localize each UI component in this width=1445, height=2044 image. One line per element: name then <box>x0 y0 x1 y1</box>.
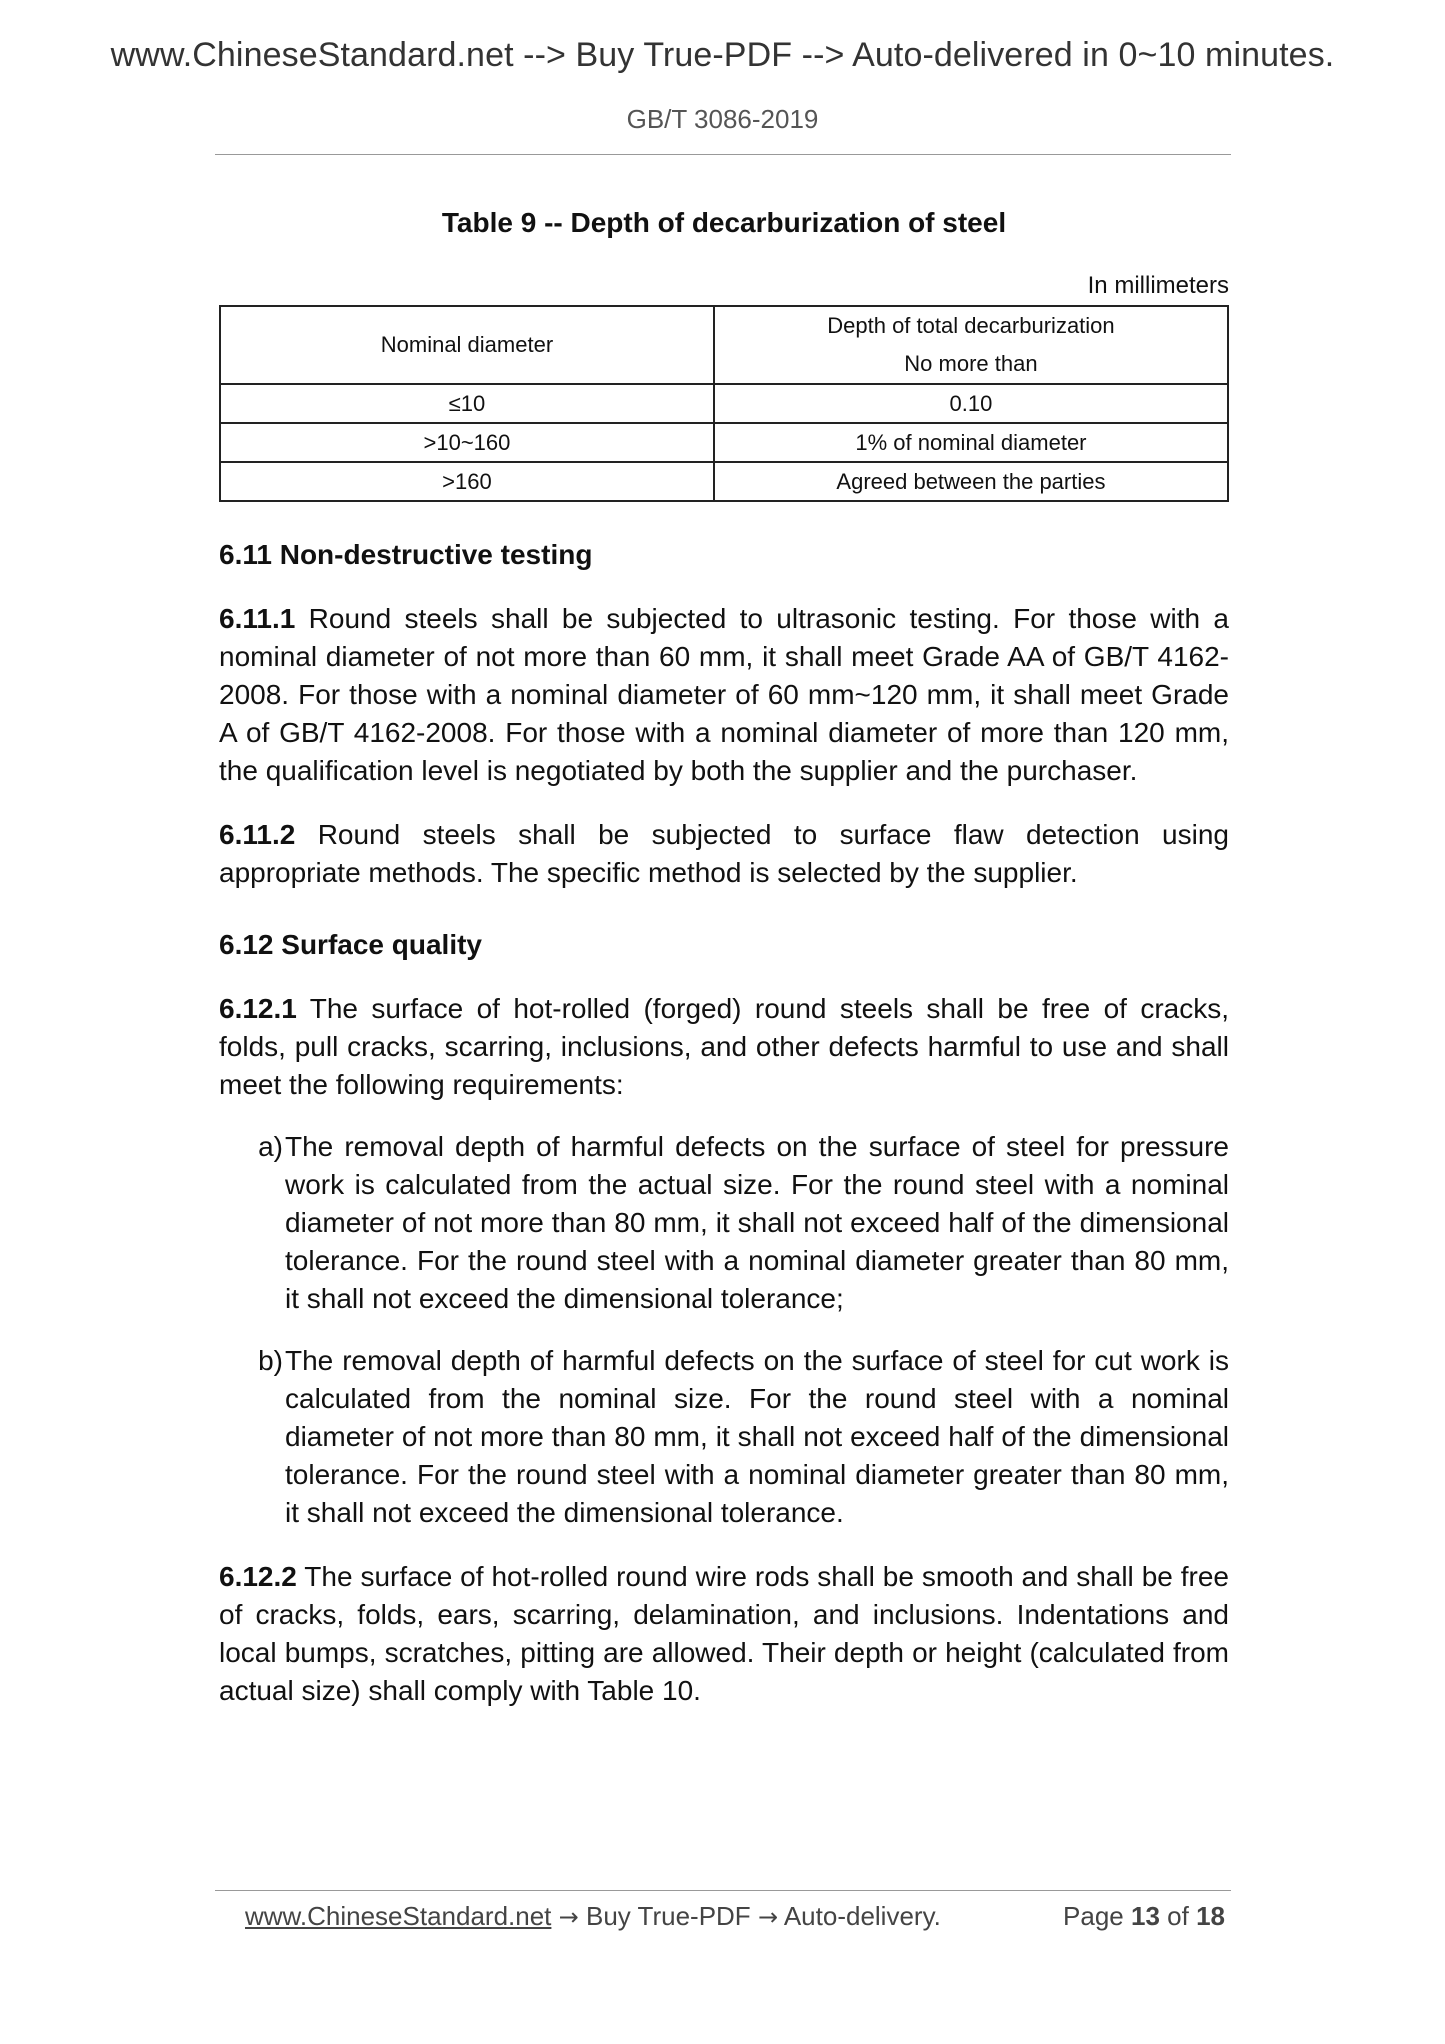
decarburization-table <box>219 305 1229 502</box>
top-banner: www.ChineseStandard.net --> Buy True-PDF --> Auto-delivered in 0~10 minutes. <box>110 36 1335 74</box>
list-text: The removal depth of harmful defects on the surface of steel for cut work is calculated from the nominal size. For the round steel with a nominal diameter of not more than 80 mm, it shall not exceed half of the dimensional tolerance. For the round steel with a nominal diameter greater than 80 mm, it shall not exceed the dimensional tolerance. <box>285 1345 1229 1528</box>
cell-diameter: ≤10 <box>220 384 714 423</box>
header-divider <box>215 154 1231 155</box>
arrow-right-icon: → <box>558 1903 579 1931</box>
clause-text: Round steels shall be subjected to surface flaw detection using appropriate methods. The specific method is selected by the supplier. <box>219 819 1229 888</box>
page-of-label: of <box>1167 1901 1189 1931</box>
footer-site-link[interactable]: www.ChineseStandard.net <box>245 1901 552 1931</box>
section-heading-6-12: 6.12 Surface quality <box>219 929 483 960</box>
list-item <box>219 1128 1229 1318</box>
clause-text: Round steels shall be subjected to ultrasonic testing. For those with a nominal diameter of not more than 60 mm, it shall meet Grade AA of GB/T 4162-2008. For those with a nominal diameter of 60 mm~120 mm, it shall meet Grade A of GB/T 4162-2008. For those with a nominal diameter of more than 120 mm, the qualification level is negotiated by both the supplier and the purchaser. <box>219 603 1229 786</box>
header-nominal-diameter: Nominal diameter <box>220 306 714 384</box>
cell-diameter: >10~160 <box>220 423 714 462</box>
paragraph-6-12-1 <box>219 990 1229 1104</box>
clause-text: The surface of hot-rolled (forged) round steels shall be free of cracks, folds, pull cracks, scarring, inclusions, and other defects harmful to use and shall meet the following requirements: <box>219 993 1229 1100</box>
table-row <box>220 423 1228 462</box>
paragraph-6-12-2 <box>219 1558 1229 1710</box>
footer-promo <box>245 1896 941 1937</box>
footer-divider <box>215 1890 1231 1891</box>
paragraph-6-11-2 <box>219 816 1229 892</box>
list-item <box>219 1342 1229 1532</box>
page-footer <box>245 1896 1235 1936</box>
paragraph-6-11-1 <box>219 600 1229 790</box>
cell-diameter: >160 <box>220 462 714 501</box>
footer-delivery-text: Auto-delivery. <box>783 1901 941 1931</box>
header-depth-line1: Depth of total decarburization <box>827 313 1115 338</box>
standard-number: GB/T 3086-2019 <box>626 104 819 134</box>
page-current: 13 <box>1131 1901 1160 1931</box>
page-label: Page <box>1063 1901 1124 1931</box>
footer-buy-text: Buy True-PDF <box>585 1901 751 1931</box>
section-heading-6-11: 6.11 Non-destructive testing <box>219 539 593 570</box>
table-units: In millimeters <box>1087 272 1229 299</box>
page-body <box>219 195 1229 1710</box>
header-depth-line2: No more than <box>904 351 1038 376</box>
table-header-row <box>220 306 1228 384</box>
list-marker: a) <box>258 1131 283 1162</box>
header-depth <box>714 306 1228 384</box>
page-total: 18 <box>1196 1901 1225 1931</box>
cell-depth: 0.10 <box>714 384 1228 423</box>
table-row <box>220 462 1228 501</box>
cell-depth: 1% of nominal diameter <box>714 423 1228 462</box>
requirements-list <box>219 1128 1229 1532</box>
page-counter <box>1063 1896 1225 1936</box>
list-marker: b) <box>258 1345 283 1376</box>
clause-number: 6.12.1 <box>219 993 297 1024</box>
list-text: The removal depth of harmful defects on the surface of steel for pressure work is calculated from the actual size. For the round steel with a nominal diameter of not more than 80 mm, it shall not exceed half of the dimensional tolerance. For the round steel with a nominal diameter greater than 80 mm, it shall not exceed the dimensional tolerance; <box>285 1131 1229 1314</box>
clause-number: 6.11.2 <box>219 819 296 850</box>
table-row <box>220 384 1228 423</box>
table-caption: Table 9 -- Depth of decarburization of steel <box>441 207 1007 238</box>
clause-text: The surface of hot-rolled round wire rods shall be smooth and shall be free of cracks, folds, ears, scarring, delamination, and inclusions. Indentations and local bumps, scratches, pitting are allowed. Their depth or height (calculated from actual size) shall comply with Table 10. <box>219 1561 1229 1706</box>
arrow-right-icon: → <box>757 1903 779 1931</box>
clause-number: 6.12.2 <box>219 1561 297 1592</box>
cell-depth: Agreed between the parties <box>714 462 1228 501</box>
clause-number: 6.11.1 <box>219 603 296 634</box>
